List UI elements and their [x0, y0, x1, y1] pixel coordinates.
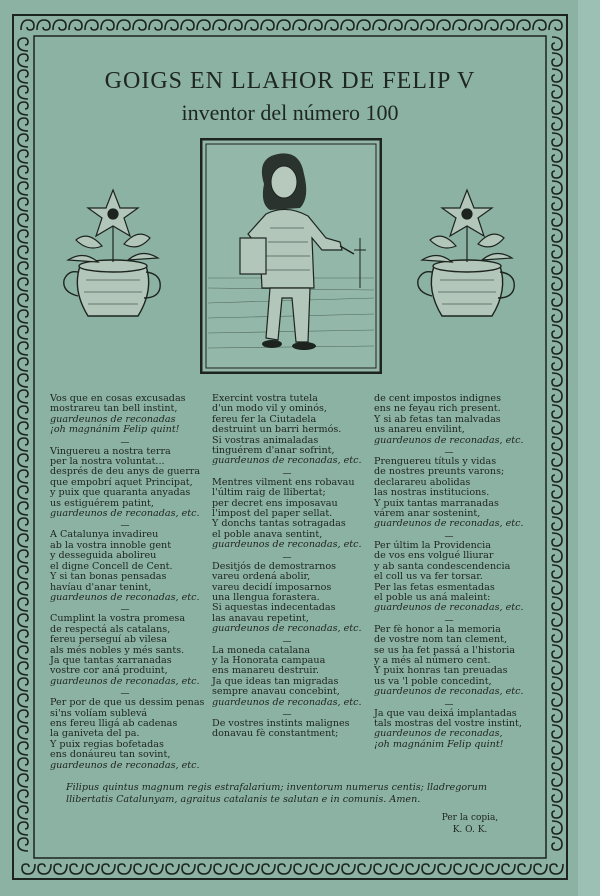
verse-line: ens fereu lligá ab cadenas: [50, 717, 178, 729]
verse-line: per la nostra voluntat...: [50, 456, 165, 468]
verse-line: guardeunos de reconadas, etc.: [50, 508, 200, 520]
verse-column-1: [50, 394, 220, 775]
stanza: [50, 447, 220, 520]
stanza: [374, 625, 544, 698]
stanza-divider: —: [444, 448, 454, 459]
verse-line: vostre cor aná produint,: [50, 665, 168, 677]
verse-line: Y donchs tantas sotragadas: [212, 518, 346, 530]
verse-line: De vostres instints malignes: [212, 717, 350, 729]
verse-line: Y puix regias bofetadas: [50, 738, 164, 750]
stanza: [212, 478, 382, 551]
stanza: [50, 530, 220, 603]
verse-line: l'últim raig de llibertat;: [212, 487, 326, 499]
stanza: [212, 562, 382, 635]
verse-line: y puix que quaranta anyadas: [50, 487, 191, 499]
verse-line: guardeunos de reconadas, etc.: [50, 591, 200, 603]
verse-line: guardeunos de reconadas, etc.: [50, 675, 200, 687]
verse-line: Per por de que us dessim penas: [50, 697, 205, 709]
woodcut-portrait-image: [200, 138, 382, 374]
flower-vase-right-image: [412, 180, 522, 330]
verse-line: Per últim la Providencia: [374, 539, 491, 551]
title-subtitle: inventor del número 100: [181, 100, 399, 125]
verse-line: guardeunos de reconadas: [50, 413, 176, 425]
verse-line: mostrareu tan bell instint,: [50, 403, 178, 415]
verse-line: Si aquestas indecentadas: [212, 602, 336, 614]
title-main: GOIGS EN LLAHOR DE FELIP V: [104, 68, 476, 94]
stanza-divider: —: [120, 437, 130, 448]
verse-line: de vos ens volgué lliurar: [374, 550, 494, 562]
verse-line: l'impost del paper sellat.: [212, 508, 333, 520]
stanza-divider: —: [282, 552, 292, 563]
stanza-divider: —: [282, 636, 292, 647]
verse-line: y la Honorata campaua: [212, 654, 326, 666]
stanza: [212, 719, 382, 740]
verse-line: guardeunos de reconadas, etc.: [212, 696, 362, 708]
verse-line: Ja que ideas tan migradas: [212, 675, 339, 687]
stanza-divider: —: [120, 605, 130, 616]
verse-line: Exercint vostra tutela: [212, 393, 318, 404]
stanza: [374, 394, 544, 446]
verse-column-2: [212, 394, 382, 744]
verse-line: el digne Concell de Cent.: [50, 560, 173, 572]
stanza: [212, 646, 382, 708]
verse-line: fereu fer la Ciutadela: [212, 413, 317, 425]
verse-line: de cent impostos indignes: [374, 393, 501, 404]
verse-line: guardeunos de reconadas, etc.: [212, 455, 362, 467]
verse-line: Y puix honras tan preuadas: [374, 665, 508, 677]
verse-line: de respectá als catalans,: [50, 623, 171, 635]
verse-line: ¡oh magnánim Felip quint!: [374, 738, 504, 750]
paper-edge: [578, 0, 600, 896]
stanza: [374, 541, 544, 614]
verse-line: Y puix tantas marranadas: [374, 497, 499, 509]
stanza: [374, 709, 544, 751]
verse-line: vareu ordená abolir,: [212, 571, 311, 583]
verse-line: per decret ens imposavau: [212, 497, 338, 509]
verse-line: Per las fetas esmentadas: [374, 581, 495, 593]
verse-line: A Catalunya invadireu: [50, 529, 159, 541]
verse-line: guardeunos de reconadas,: [374, 728, 503, 740]
verse-column-3: [374, 394, 544, 754]
stanza: [374, 457, 544, 530]
verse-line: si'ns volíam sublevá: [50, 707, 148, 719]
stanza-divider: —: [282, 709, 292, 720]
verse-line: guardeunos de reconadas, etc.: [374, 518, 524, 530]
verse-line: després de deu anys de guerra: [50, 466, 201, 478]
stanza-divider: —: [282, 468, 292, 479]
verse-line: de nostres preunts varons;: [374, 466, 505, 478]
verse-line: us va 'l poble concedint,: [374, 675, 492, 687]
verse-line: guardeunos de reconadas, etc.: [50, 759, 200, 771]
stanza-divider: —: [120, 689, 130, 700]
verse-line: ens donáureu tan sovint,: [50, 749, 171, 761]
verse-line: Si vostras animaladas: [212, 434, 319, 446]
verse-line: Desitjós de demostrarnos: [212, 560, 337, 572]
verse-line: ¡oh magnánim Felip quint!: [50, 424, 180, 436]
verse-line: vareu decidí imposarnos: [212, 581, 332, 593]
verse-line: ens manareu destruir.: [212, 665, 320, 677]
verse-line: tinguérem d'anar sofrint,: [212, 445, 335, 457]
verse-line: que empobrí aquet Principat,: [50, 476, 193, 488]
verse-line: Cumplint la vostra promesa: [50, 613, 186, 625]
verse-line: d'un modo vil y ominós,: [212, 403, 327, 415]
latin-closing-text: Filipus quintus magnum regis estrafalarium; inventorum numerus centis; lladregorum llibertatis Catalunyam, agraitus catalanis te salutan e in comunis. Amen.: [66, 782, 488, 805]
stanza-divider: —: [444, 615, 454, 626]
verse-line: donavau fè constantment;: [212, 728, 339, 740]
verse-line: el poble us aná maleint:: [374, 591, 491, 603]
verse-line: de vostre nom tan clement,: [374, 634, 508, 646]
verse-line: Prenguereu títuls y vidas: [374, 456, 497, 468]
verse-line: Ja que vau deixá implantadas: [374, 707, 517, 719]
signature-block: [430, 812, 510, 836]
flower-vase-left-image: [58, 180, 168, 330]
verse-line: se us ha fet passá a l'historia: [374, 644, 516, 656]
verse-line: y desseguida abolireu: [50, 550, 157, 562]
verse-line: las nostras institucions.: [374, 487, 490, 499]
stanza-divider: —: [444, 699, 454, 710]
verse-line: una llengua forastera.: [212, 591, 320, 603]
verse-line: y ab santa condescendencia: [374, 560, 511, 572]
verse-line: tals mostras del vostre instint,: [374, 717, 522, 729]
verse-line: Y si tan bonas pensadas: [50, 571, 167, 583]
verse-line: Mentres vilment ens robavau: [212, 476, 355, 488]
verse-line: y a més al número cent.: [374, 654, 491, 666]
verse-line: guardeunos de reconadas, etc.: [212, 623, 362, 635]
verse-line: guardeunos de reconadas, etc.: [374, 686, 524, 698]
verse-line: Ja que tantas xarranadas: [50, 654, 172, 666]
verse-line: ab la vostra innoble gent: [50, 539, 172, 551]
verse-line: als més nobles y més sants.: [50, 644, 185, 656]
verse-line: el coll us va fer torsar.: [374, 571, 483, 583]
verse-line: declarareu abolidas: [374, 476, 471, 488]
verse-line: guardeunos de reconadas, etc.: [212, 539, 362, 551]
verse-line: havíau d'anar tenint,: [50, 581, 152, 593]
verse-line: Vinguereu a nostra terra: [50, 445, 171, 457]
verse-line: sempre anavau concebint,: [212, 686, 340, 698]
signature-line-1: Per la copia,: [441, 813, 499, 823]
verse-line: La moneda catalana: [212, 644, 311, 656]
stanza-divider: —: [444, 531, 454, 542]
stanza-divider: —: [120, 521, 130, 532]
verse-line: guardeunos de reconadas, etc.: [374, 434, 524, 446]
verse-line: destruint un barri hermós.: [212, 424, 342, 436]
verse-line: las anavau repetint,: [212, 612, 309, 624]
verse-line: guardeunos de reconadas, etc.: [374, 602, 524, 614]
stanza: [50, 614, 220, 687]
stanza: [50, 698, 220, 771]
stanza: [50, 394, 220, 436]
verse-line: Per fè honor a la memoria: [374, 623, 501, 635]
verse-line: la ganiveta del pa.: [50, 728, 140, 740]
verse-line: fereu perseguí ab vilesa: [50, 634, 167, 646]
verse-line: Vos que en cosas excusadas: [50, 393, 186, 404]
verse-line: Y si ab fetas tan malvadas: [374, 413, 501, 425]
stanza: [212, 394, 382, 467]
verse-line: us estiguérem patint,: [50, 497, 154, 509]
verses-area: [50, 393, 536, 771]
verse-line: us anareu envilint,: [374, 424, 465, 436]
verse-line: ens ne feyau rich present.: [374, 403, 501, 415]
signature-line-2: K. O. K.: [452, 825, 488, 835]
verse-line: el poble anava sentint,: [212, 528, 323, 540]
verse-line: várem anar sostenint,: [374, 508, 481, 520]
